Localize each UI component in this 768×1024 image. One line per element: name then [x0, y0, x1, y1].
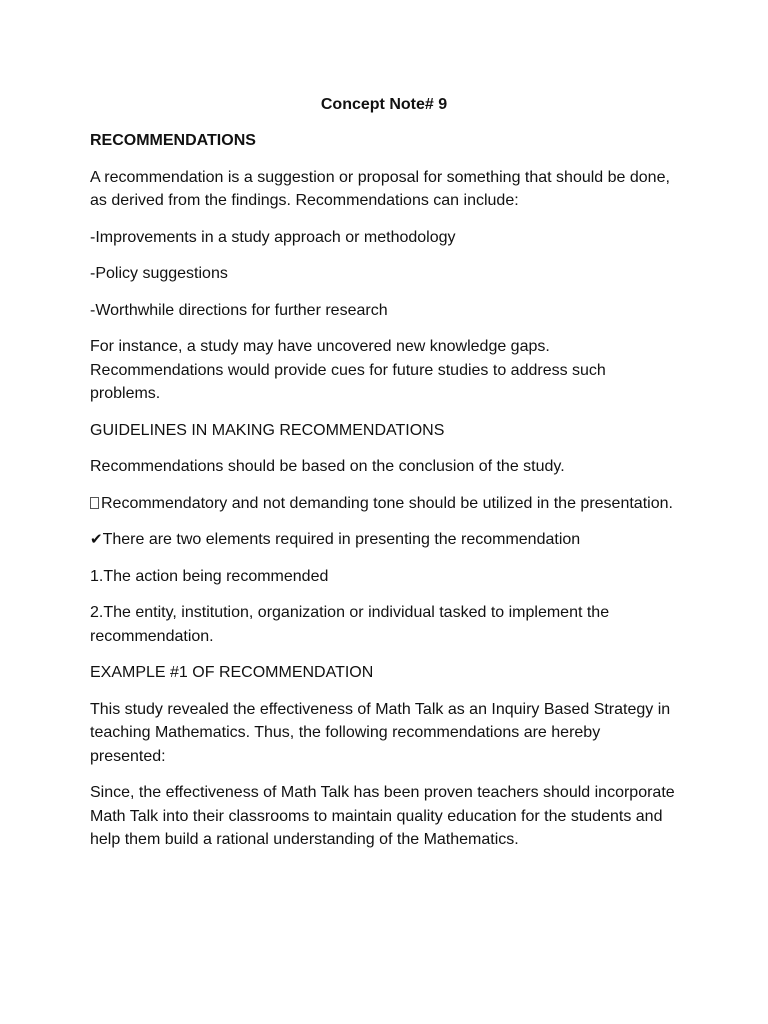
example-intro-paragraph: This study revealed the effectiveness of Math Talk as an Inquiry Based Strategy in teaching Mathematics. Thus, the following recommendations are hereby presented:	[90, 700, 671, 765]
element-item: 2.The entity, institution, organization or individual tasked to implement the recommendation.	[90, 604, 610, 645]
guideline-paragraph	[90, 528, 680, 552]
guideline-paragraph	[90, 492, 680, 516]
section-heading: RECOMMENDATIONS	[90, 132, 256, 149]
element-item: 1.The action being recommended	[90, 567, 329, 585]
document-body	[90, 129, 680, 865]
guideline-text: Recommendatory and not demanding tone should be utilized in the presentation.	[101, 494, 673, 512]
instance-paragraph: For instance, a study may have uncovered new knowledge gaps. Recommendations would provide cues for future studies to address such problems.	[90, 338, 606, 402]
list-item: -Improvements in a study approach or methodology	[90, 228, 456, 246]
page-title: Concept Note# 9	[320, 96, 448, 113]
missing-glyph-icon	[90, 497, 99, 509]
guidelines-heading: GUIDELINES IN MAKING RECOMMENDATIONS	[90, 421, 445, 439]
list-item: -Policy suggestions	[90, 265, 228, 282]
list-item: -Worthwhile directions for further research	[90, 301, 388, 319]
guideline-paragraph: Recommendations should be based on the conclusion of the study.	[90, 458, 565, 475]
example-body-paragraph: Since, the effectiveness of Math Talk has been proven teachers should incorporate Math Talk into their classrooms to maintain quality education for the students and help them build a rational understanding of the Mathematics.	[90, 784, 675, 848]
guideline-text: There are two elements required in presenting the recommendation	[102, 531, 581, 548]
example-heading: EXAMPLE #1 OF RECOMMENDATION	[90, 664, 374, 681]
intro-paragraph: A recommendation is a suggestion or proposal for something that should be done, as derived from the findings. Recommendations can include:	[90, 168, 670, 209]
check-icon: ✔	[90, 530, 103, 548]
